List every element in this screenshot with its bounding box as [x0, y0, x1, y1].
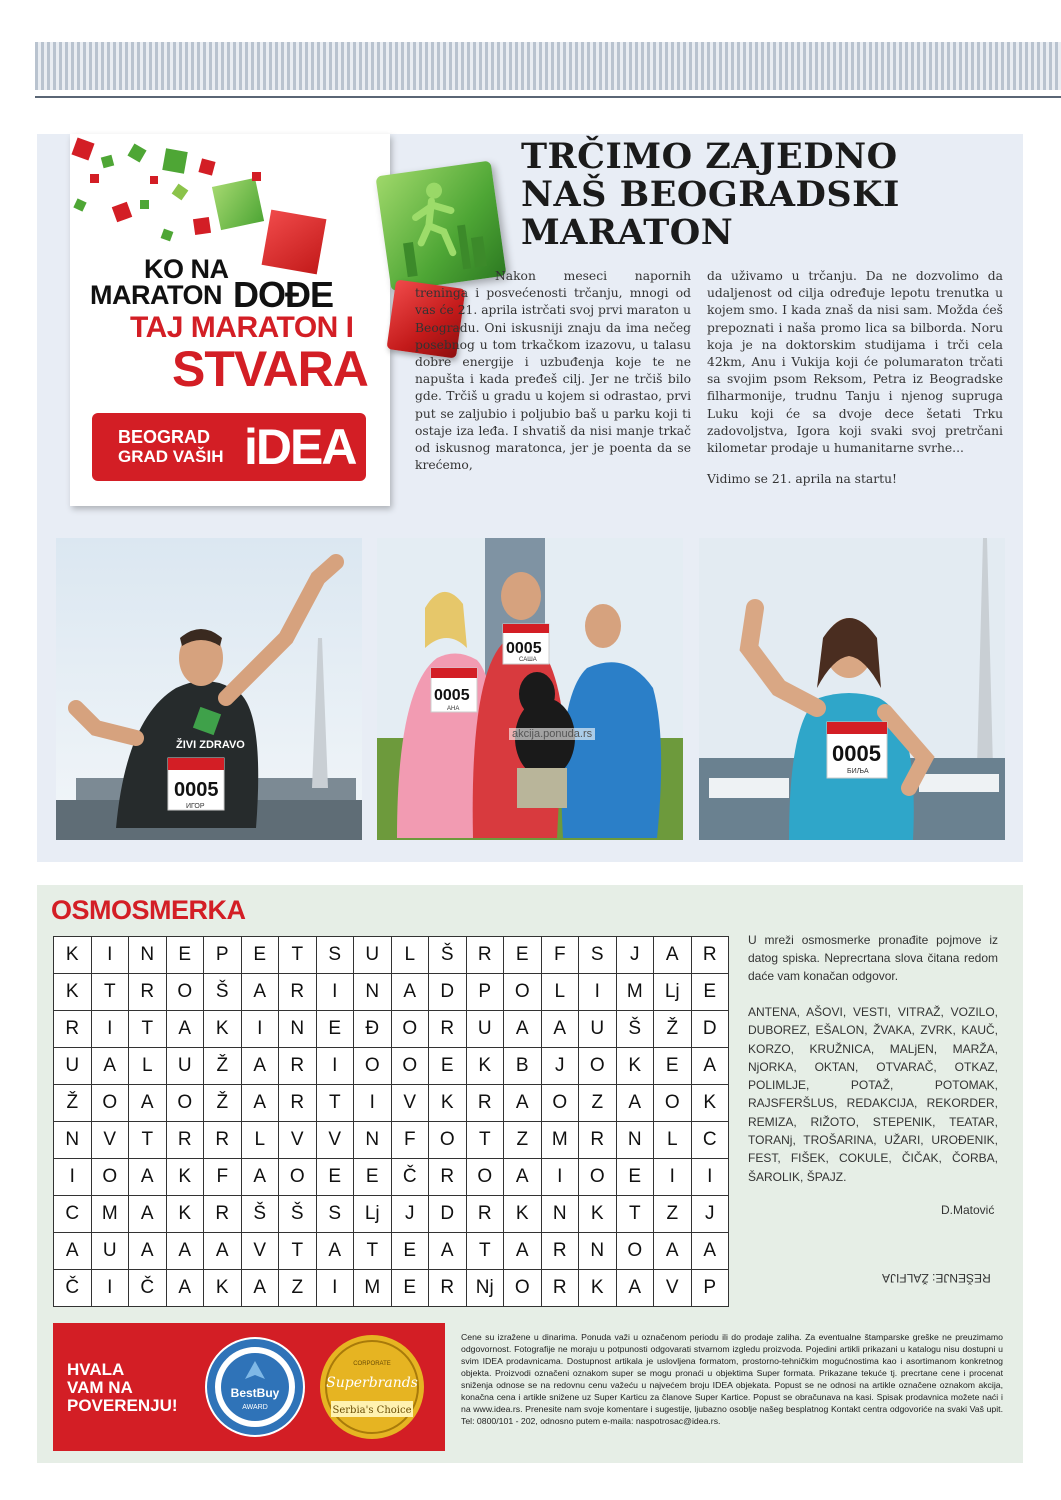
grid-cell: F	[541, 937, 579, 974]
grid-cell: A	[241, 1048, 279, 1085]
article-headline	[521, 138, 900, 252]
cube-decoration	[252, 172, 261, 181]
grid-cell: K	[579, 1196, 617, 1233]
grid-row	[54, 1011, 729, 1048]
grid-cell: I	[354, 1085, 392, 1122]
grid-cell: O	[654, 1085, 692, 1122]
grid-cell: R	[54, 1011, 92, 1048]
grid-cell: I	[316, 974, 354, 1011]
grid-cell: A	[204, 1233, 242, 1270]
grid-cell: T	[129, 1011, 167, 1048]
grid-cell: O	[91, 1085, 129, 1122]
grid-cell: T	[466, 1122, 504, 1159]
header-stripes	[35, 42, 1061, 90]
grid-cell: R	[279, 1048, 317, 1085]
grid-cell: A	[616, 1270, 654, 1307]
grid-cell: I	[691, 1159, 729, 1196]
grid-cell: Ž	[204, 1048, 242, 1085]
grid-cell: K	[579, 1270, 617, 1307]
grid-cell: Ž	[204, 1085, 242, 1122]
grid-cell: E	[616, 1159, 654, 1196]
grid-cell: A	[129, 1085, 167, 1122]
grid-cell: A	[241, 1085, 279, 1122]
grid-cell: V	[391, 1085, 429, 1122]
grid-cell: A	[54, 1233, 92, 1270]
bestbuy-award-badge	[203, 1335, 307, 1444]
photo-runner-igor	[56, 538, 362, 840]
grid-cell: A	[129, 1196, 167, 1233]
grid-cell: Č	[54, 1270, 92, 1307]
grid-cell: K	[54, 974, 92, 1011]
grid-cell: K	[166, 1159, 204, 1196]
grid-cell: J	[691, 1196, 729, 1233]
cube-decoration	[212, 178, 264, 230]
grid-cell: J	[541, 1048, 579, 1085]
grid-cell: R	[279, 974, 317, 1011]
grid-cell: I	[54, 1159, 92, 1196]
grid-cell: I	[91, 937, 129, 974]
grid-row	[54, 1159, 729, 1196]
grid-cell: R	[466, 1085, 504, 1122]
grid-cell: Č	[391, 1159, 429, 1196]
grid-cell: D	[429, 1196, 467, 1233]
idea-banner	[92, 413, 366, 481]
grid-cell: A	[316, 1233, 354, 1270]
grid-cell: A	[504, 1159, 542, 1196]
grid-cell: J	[616, 937, 654, 974]
badge-subtitle: AWARD	[242, 1404, 268, 1411]
grid-cell: T	[354, 1233, 392, 1270]
grid-cell: O	[466, 1159, 504, 1196]
grid-cell: A	[504, 1011, 542, 1048]
article-column-2	[707, 268, 1003, 502]
grid-cell: L	[654, 1122, 692, 1159]
grid-cell: A	[691, 1233, 729, 1270]
grid-cell: R	[204, 1196, 242, 1233]
grid-cell: Š	[279, 1196, 317, 1233]
cube-decoration	[172, 184, 189, 201]
grid-cell: K	[166, 1196, 204, 1233]
grid-cell: O	[391, 1011, 429, 1048]
grid-cell: R	[129, 974, 167, 1011]
grid-cell: I	[241, 1011, 279, 1048]
grid-cell: D	[691, 1011, 729, 1048]
grid-cell: A	[504, 1085, 542, 1122]
grid-cell: Đ	[354, 1011, 392, 1048]
cube-decoration	[150, 176, 158, 184]
grid-cell: R	[541, 1233, 579, 1270]
grid-cell: O	[166, 1085, 204, 1122]
grid-cell: R	[466, 937, 504, 974]
grid-cell: A	[241, 1270, 279, 1307]
grid-cell: M	[91, 1196, 129, 1233]
grid-cell: E	[691, 974, 729, 1011]
article-column-1	[415, 268, 691, 474]
grid-cell: T	[129, 1122, 167, 1159]
grid-cell: O	[579, 1048, 617, 1085]
grid-cell: E	[316, 1011, 354, 1048]
puzzle-instructions: U mreži osmosmerke pronađite pojmove iz datog spiska. Neprecrtana slova čitana redom daće vam konačan odgovor.	[748, 933, 998, 983]
grid-cell: R	[579, 1122, 617, 1159]
grid-cell: C	[54, 1196, 92, 1233]
grid-cell: K	[429, 1085, 467, 1122]
grid-row	[54, 937, 729, 974]
grid-cell: T	[316, 1085, 354, 1122]
cube-decoration	[198, 158, 215, 175]
grid-cell: U	[166, 1048, 204, 1085]
grid-cell: A	[241, 974, 279, 1011]
grid-cell: Ž	[54, 1085, 92, 1122]
grid-cell: Š	[241, 1196, 279, 1233]
grid-cell: K	[616, 1048, 654, 1085]
grid-cell: Š	[429, 937, 467, 974]
bib-number: 0005	[506, 640, 542, 657]
bib-number: 0005	[832, 741, 881, 766]
grid-cell: A	[541, 1011, 579, 1048]
grid-cell: O	[391, 1048, 429, 1085]
cube-decoration	[90, 174, 99, 183]
grid-cell: E	[504, 937, 542, 974]
grid-cell: L	[241, 1122, 279, 1159]
bib-name: ИГОР	[186, 803, 205, 810]
grid-cell: Š	[204, 974, 242, 1011]
cube-decoration	[161, 229, 174, 242]
grid-cell: A	[166, 1233, 204, 1270]
headline-line: MARATON	[521, 212, 734, 253]
grid-cell: L	[129, 1048, 167, 1085]
grid-cell: E	[354, 1159, 392, 1196]
cube-decoration	[71, 137, 94, 160]
grid-cell: L	[541, 974, 579, 1011]
grid-cell: V	[241, 1233, 279, 1270]
header-rule	[35, 96, 1061, 98]
grid-cell: Č	[129, 1270, 167, 1307]
puzzle-word-list: ANTENA, AŠOVI, VESTI, VITRAŽ, VOZILO, DUBOREZ, EŠALON, ŽVAKA, ZVRK, KAUČ, KORZO, KRUŽNICA, MALjEN, MARŽA, NjORKA, OKTAN, OTVARAČ, OTKAZ, POLIMLJE, POTAŽ, POTOMAK, RAJSFERŠLUS, REDAKCIJA, REKORDER, REMIZA, RIŽOTO, STEPENIK, TEATAR, TORANj, TROŠARINA, UŽARI, UROĐENIK, FEST, FIŠEK, COKULE, ČIČAK, ČORBA, ŠAROLIK, ŠPAJZ.	[748, 1005, 998, 1184]
grid-cell: R	[429, 1270, 467, 1307]
grid-cell: U	[466, 1011, 504, 1048]
badge-subtitle: Serbia's Choice	[332, 1405, 412, 1416]
grid-cell: I	[579, 974, 617, 1011]
grid-cell: K	[466, 1048, 504, 1085]
grid-cell: E	[654, 1048, 692, 1085]
grid-cell: S	[316, 1196, 354, 1233]
bib-number: 0005	[434, 687, 470, 704]
grid-cell: I	[316, 1270, 354, 1307]
grid-cell: R	[166, 1122, 204, 1159]
grid-cell: A	[654, 937, 692, 974]
grid-cell: A	[654, 1233, 692, 1270]
bib-number: 0005	[174, 779, 219, 801]
grid-cell: A	[166, 1270, 204, 1307]
grid-cell: N	[616, 1122, 654, 1159]
osmosmerka-puzzle	[37, 885, 1023, 1463]
grid-cell: P	[204, 937, 242, 974]
grid-cell: A	[429, 1233, 467, 1270]
grid-cell: I	[541, 1159, 579, 1196]
badge-title: Superbrands	[326, 1375, 418, 1391]
grid-cell: K	[54, 937, 92, 974]
grid-row	[54, 1270, 729, 1307]
grid-cell: B	[504, 1048, 542, 1085]
promo-card	[70, 134, 390, 506]
grid-cell: A	[616, 1085, 654, 1122]
grid-cell: U	[54, 1048, 92, 1085]
grid-cell: T	[279, 1233, 317, 1270]
grid-cell: E	[316, 1159, 354, 1196]
grid-row	[54, 974, 729, 1011]
grid-cell: R	[279, 1085, 317, 1122]
article-paragraph: Nakon meseci napornih treninga i posvećenosti trčanju, mnogi od vas će 21. aprila istrčati svoj prvi maraton u Beogradu. Oni iskusniji znaju da ima nečeg posebnog u tom trkačkom izazovu, u talasu dobre energije i uzbuđenja koje te ne napušta i kada pređeš cilj. Jer ne trčiš bilo gde. Trčiš u gradu u kojem si odrastao, prvi put se zaljubio i poljubio baš u parku koji ti ostaje iza leđa. I shvatiš da nisi manje trkač od iskusnog maratonca, jer je poenta da se krećemo,	[415, 269, 691, 473]
puzzle-solution: REŠENJE: ŽALFIJA	[882, 1271, 991, 1285]
grid-cell: R	[691, 937, 729, 974]
grid-cell: M	[354, 1270, 392, 1307]
cube-decoration	[162, 148, 187, 173]
grid-cell: A	[91, 1048, 129, 1085]
grid-cell: Z	[504, 1122, 542, 1159]
grid-cell: U	[354, 937, 392, 974]
grid-cell: N	[541, 1196, 579, 1233]
marathon-article	[37, 134, 1023, 862]
grid-cell: N	[579, 1233, 617, 1270]
grid-cell: I	[91, 1011, 129, 1048]
grid-cell: T	[616, 1196, 654, 1233]
grid-cell: E	[241, 937, 279, 974]
thanks-line: HVALA	[67, 1360, 125, 1379]
grid-cell: Nj	[466, 1270, 504, 1307]
grid-cell: N	[279, 1011, 317, 1048]
grid-cell: I	[654, 1159, 692, 1196]
cube-decoration	[193, 217, 211, 235]
grid-cell: A	[504, 1233, 542, 1270]
grid-cell: R	[429, 1159, 467, 1196]
promo-line: TAJ MARATON I	[130, 311, 354, 344]
grid-row	[54, 1233, 729, 1270]
promo-line: KO NA	[144, 254, 229, 284]
grid-cell: O	[429, 1122, 467, 1159]
puzzle-author: D.Matović	[941, 1203, 995, 1217]
grid-cell: N	[354, 974, 392, 1011]
grid-cell: O	[579, 1159, 617, 1196]
grid-cell: M	[616, 974, 654, 1011]
thanks-line: VAM NA	[67, 1378, 133, 1397]
cube-decoration	[262, 210, 327, 275]
grid-cell: R	[541, 1270, 579, 1307]
promo-line: STVARA	[172, 341, 368, 397]
thanks-text	[67, 1361, 178, 1415]
grid-cell: A	[166, 1011, 204, 1048]
puzzle-title: OSMOSMERKA	[51, 895, 246, 925]
grid-cell: K	[204, 1270, 242, 1307]
grid-cell: E	[391, 1270, 429, 1307]
grid-cell: T	[466, 1233, 504, 1270]
grid-cell: L	[391, 937, 429, 974]
grid-cell: F	[204, 1159, 242, 1196]
grid-row	[54, 1085, 729, 1122]
grid-cell: Z	[654, 1196, 692, 1233]
grid-cell: O	[354, 1048, 392, 1085]
article-paragraph: da uživamo u trčanju. Da ne dozvolimo da udaljenost od cilja određuje lepotu trenutka u kojem smo. I kada znaš da nisi sam. Možda ćeš prepoznati i naša promo lica sa bilborda. Noru koja je na doktorskim studijama i trči cela 42km, Anu i Vukija koji će polumaraton trčati sa svojim psom Reksom, Petra iz Beogradske filharmonije, trudnu Tanju i njenog supruga Luku koji će sa dvoje dece šetati Trku zadovoljstva, Igora koji svaki svoj pretrčani kilometar prodaje u humanitarne svrhe...	[707, 269, 1003, 456]
bib-name: САША	[519, 657, 537, 663]
grid-cell: V	[316, 1122, 354, 1159]
grid-cell: K	[204, 1011, 242, 1048]
cube-decoration	[127, 143, 146, 162]
superbrands-badge	[317, 1331, 427, 1448]
grid-cell: S	[579, 937, 617, 974]
grid-cell: R	[204, 1122, 242, 1159]
grid-cell: T	[91, 974, 129, 1011]
grid-cell: Lj	[654, 974, 692, 1011]
grid-cell: C	[691, 1122, 729, 1159]
grid-cell: Z	[579, 1085, 617, 1122]
grid-cell: A	[129, 1233, 167, 1270]
grid-row	[54, 1122, 729, 1159]
badge-top: CORPORATE	[353, 1361, 391, 1367]
grid-cell: O	[279, 1159, 317, 1196]
thanks-line: POVERENJU!	[67, 1396, 178, 1415]
grid-cell: J	[391, 1196, 429, 1233]
grid-cell: R	[466, 1196, 504, 1233]
grid-cell: P	[466, 974, 504, 1011]
headline-line: TRČIMO ZAJEDNO	[521, 136, 898, 177]
promo-line: MARATON	[90, 280, 222, 310]
grid-cell: Š	[616, 1011, 654, 1048]
grid-cell: F	[391, 1122, 429, 1159]
grid-row	[54, 1196, 729, 1233]
cube-decoration	[140, 200, 149, 209]
article-closing: Vidimo se 21. aprila na startu!	[707, 472, 897, 487]
grid-cell: N	[54, 1122, 92, 1159]
grid-cell: A	[391, 974, 429, 1011]
grid-cell: A	[241, 1159, 279, 1196]
grid-cell: Z	[279, 1270, 317, 1307]
grid-cell: P	[691, 1270, 729, 1307]
badge-title: BestBuy	[230, 1386, 280, 1400]
grid-cell: R	[429, 1011, 467, 1048]
grid-cell: E	[391, 1233, 429, 1270]
grid-cell: I	[316, 1048, 354, 1085]
grid-cell: V	[654, 1270, 692, 1307]
grid-cell: O	[166, 974, 204, 1011]
grid-cell: D	[429, 974, 467, 1011]
bib-name: АНА	[447, 706, 460, 712]
headline-line: NAŠ BEOGRADSKI	[521, 174, 900, 215]
grid-row	[54, 1048, 729, 1085]
bib-name: БИЉА	[847, 768, 869, 775]
cube-decoration	[101, 155, 114, 168]
grid-cell: S	[316, 937, 354, 974]
grid-cell: O	[91, 1159, 129, 1196]
grid-cell: V	[279, 1122, 317, 1159]
grid-cell: A	[691, 1048, 729, 1085]
grid-cell: O	[541, 1085, 579, 1122]
photo-runner-bilja	[699, 538, 1005, 840]
grid-cell: O	[504, 1270, 542, 1307]
grid-cell: O	[504, 974, 542, 1011]
grid-cell: O	[616, 1233, 654, 1270]
grid-cell: Lj	[354, 1196, 392, 1233]
photo-group-ana-sasa	[377, 538, 683, 840]
grid-cell: N	[354, 1122, 392, 1159]
grid-cell: A	[129, 1159, 167, 1196]
cube-decoration	[112, 202, 133, 223]
grid-cell: M	[541, 1122, 579, 1159]
watermark: akcija.ponuda.rs	[509, 728, 595, 740]
idea-logo: iDEA	[244, 419, 356, 475]
thanks-banner	[53, 1323, 445, 1451]
grid-cell: T	[279, 937, 317, 974]
grid-cell: U	[579, 1011, 617, 1048]
promo-line: DOĐE	[233, 274, 334, 315]
grid-cell: N	[129, 937, 167, 974]
cube-decoration	[73, 198, 86, 211]
grid-cell: K	[504, 1196, 542, 1233]
idea-city-line: GRAD VAŠIH	[118, 447, 224, 466]
grid-cell: V	[91, 1122, 129, 1159]
puzzle-grid	[53, 936, 729, 1307]
grid-cell: E	[166, 937, 204, 974]
grid-cell: E	[429, 1048, 467, 1085]
grid-cell: U	[91, 1233, 129, 1270]
shirt-text: ŽIVI ZDRAVO	[176, 739, 245, 751]
legal-disclaimer: Cene su izražene u dinarima. Ponuda važi u označenom periodu ili do prodaje zaliha. Za eventualne štamparske greške ne preuzimamo odgovornost. Fotografije ne moraju u potpunosti odgovarati stvarnom izgledu proizvoda. Pojedini artikli prikazani u katalogu nisu dostupni u svim IDEA prodavnicama. Dostupnost artikala je uslovljena formatom, prostorno-tehničkim mogućnostima kao i asortimanom konkretnog objekta. Proizvodi označeni oznakom super se mogu pronaći u objektima Super formata. Prikazane tekuće tj. precrtane cene i procenat sniženja odnose se na redovnu cenu važeću u najvećem broju IDEA objekata. Popust se ne odnosi na artikle označene oznakom akcija, konačna cena i artikle snižene uz Super Karticu za članove Super Kartice. Popust se obračunava na kasi. Spisak prodavnica možete naći i na www.idea.rs. Prenesite nam svoje komentare i sugestije, ljubazno osoblje našeg besplatnog Kontakt centra odgovoriće na svaki Vaš upit. Tel: 0800/101 - 202, odnosno putem e-maila: naspotrosac@idea.rs.	[461, 1332, 1003, 1426]
grid-cell: K	[691, 1085, 729, 1122]
grid-cell: Ž	[654, 1011, 692, 1048]
idea-city-line: BEOGRAD	[118, 427, 211, 447]
grid-cell: I	[91, 1270, 129, 1307]
